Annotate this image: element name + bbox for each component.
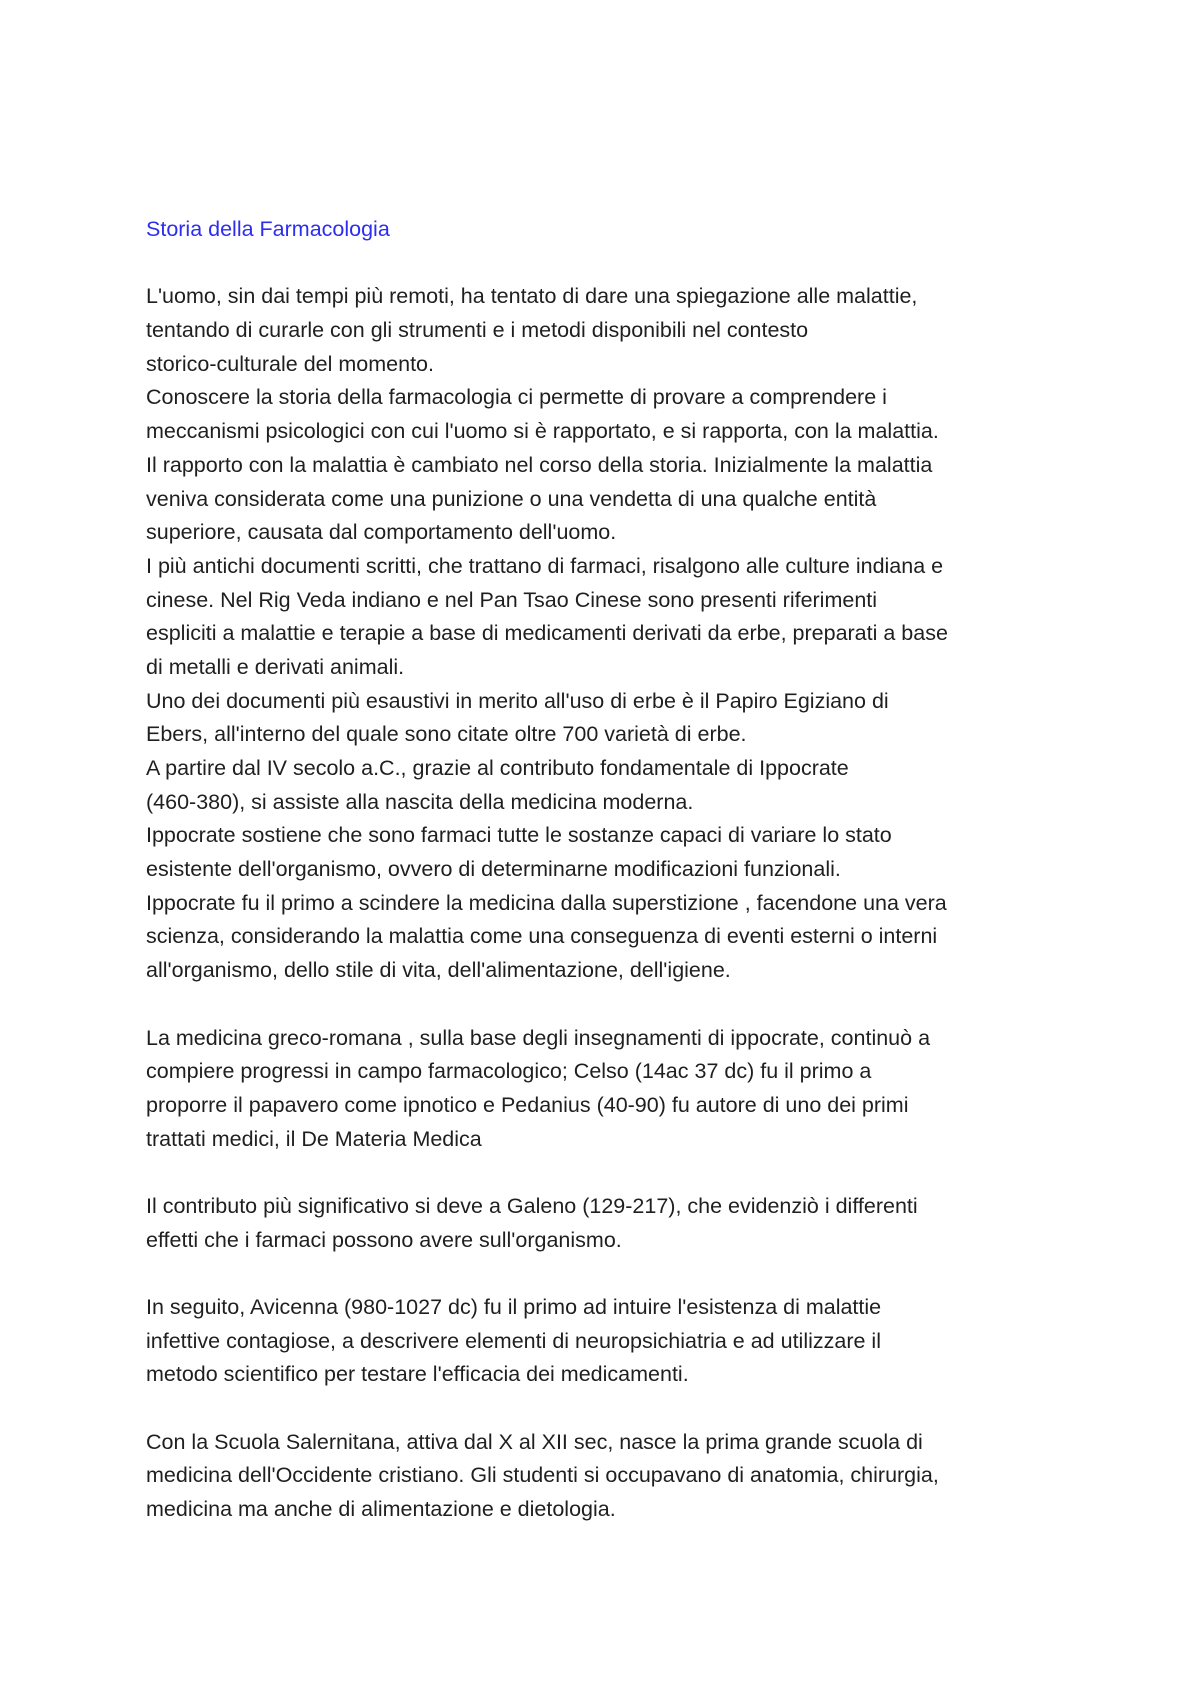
text-line: all'organismo, dello stile di vita, dell'alimentazione, dell'igiene.: [146, 958, 731, 983]
text-line: (460-380), si assiste alla nascita della medicina moderna.: [146, 789, 694, 814]
text-line: trattati medici, il De Materia Medica: [146, 1126, 482, 1151]
text-line: Ippocrate sostiene che sono farmaci tutte le sostanze capaci di variare lo stato: [146, 823, 892, 848]
text-line: medicina ma anche di alimentazione e dietologia.: [146, 1497, 616, 1522]
text-line: meccanismi psicologici con cui l'uomo si è rapportato, e si rapporta, con la malattia.: [146, 419, 939, 444]
text-line: di metalli e derivati animali.: [146, 654, 405, 679]
text-line: veniva considerata come una punizione o una vendetta di una qualche entità: [146, 486, 877, 511]
text-line: Ebers, all'interno del quale sono citate oltre 700 varietà di erbe.: [146, 722, 747, 747]
text-line: La medicina greco-romana , sulla base degli insegnamenti di ippocrate, continuò a: [146, 1025, 931, 1050]
text-line: A partire dal IV secolo a.C., grazie al contributo fondamentale di Ippocrate: [146, 756, 849, 780]
text-line: effetti che i farmaci possono avere sull'organismo.: [146, 1227, 622, 1252]
document-body: [146, 213, 1076, 1527]
blank-line: [146, 988, 1076, 1022]
text-line: Il contributo più significativo si deve a Galeno (129-217), che evidenziò i differenti: [146, 1193, 918, 1218]
text-line: espliciti a malattie e terapie a base di medicamenti derivati da erbe, preparati a base: [146, 621, 948, 646]
document-text: [146, 247, 1076, 1527]
text-line: L'uomo, sin dai tempi più remoti, ha tentato di dare una spiegazione alle malattie,: [146, 284, 918, 309]
text-line: I più antichi documenti scritti, che trattano di farmaci, risalgono alle culture indiana e: [146, 553, 944, 578]
text-line: In seguito, Avicenna (980-1027 dc) fu il primo ad intuire l'esistenza di malattie: [146, 1295, 882, 1319]
blank-line: [146, 1156, 1076, 1190]
blank-line: [146, 247, 1076, 281]
text-line: storico-culturale del momento.: [146, 351, 434, 376]
text-line: superiore, causata dal comportamento dell'uomo.: [146, 520, 617, 545]
text-line: Uno dei documenti più esaustivi in merito all'uso di erbe è il Papiro Egiziano di: [146, 688, 889, 713]
text-line: Ippocrate fu il primo a scindere la medicina dalla superstizione , facendone una vera: [146, 890, 947, 915]
text-line: Conoscere la storia della farmacologia ci permette di provare a comprendere i: [146, 385, 887, 410]
text-line: medicina dell'Occidente cristiano. Gli studenti si occupavano di anatomia, chirurgia,: [146, 1463, 939, 1488]
text-line: compiere progressi in campo farmacologico; Celso (14ac 37 dc) fu il primo a: [146, 1059, 872, 1084]
text-line: Il rapporto con la malattia è cambiato nel corso della storia. Inizialmente la malattia: [146, 452, 933, 477]
text-line: cinese. Nel Rig Veda indiano e nel Pan Tsao Cinese sono presenti riferimenti: [146, 587, 878, 612]
document-title: Storia della Farmacologia: [146, 217, 390, 241]
text-line: metodo scientifico per testare l'efficacia dei medicamenti.: [146, 1362, 689, 1387]
blank-line: [146, 1392, 1076, 1426]
text-line: infettive contagiose, a descrivere elementi di neuropsichiatria e ad utilizzare il: [146, 1328, 881, 1353]
text-line: tentando di curarle con gli strumenti e i metodi disponibili nel contesto: [146, 318, 809, 343]
text-line: scienza, considerando la malattia come una conseguenza di eventi esterni o interni: [146, 924, 938, 949]
text-line: esistente dell'organismo, ovvero di determinarne modificazioni funzionali.: [146, 857, 841, 882]
blank-line: [146, 1257, 1076, 1291]
text-line: Con la Scuola Salernitana, attiva dal X al XII sec, nasce la prima grande scuola di: [146, 1429, 923, 1454]
text-line: proporre il papavero come ipnotico e Pedanius (40-90) fu autore di uno dei primi: [146, 1092, 909, 1117]
